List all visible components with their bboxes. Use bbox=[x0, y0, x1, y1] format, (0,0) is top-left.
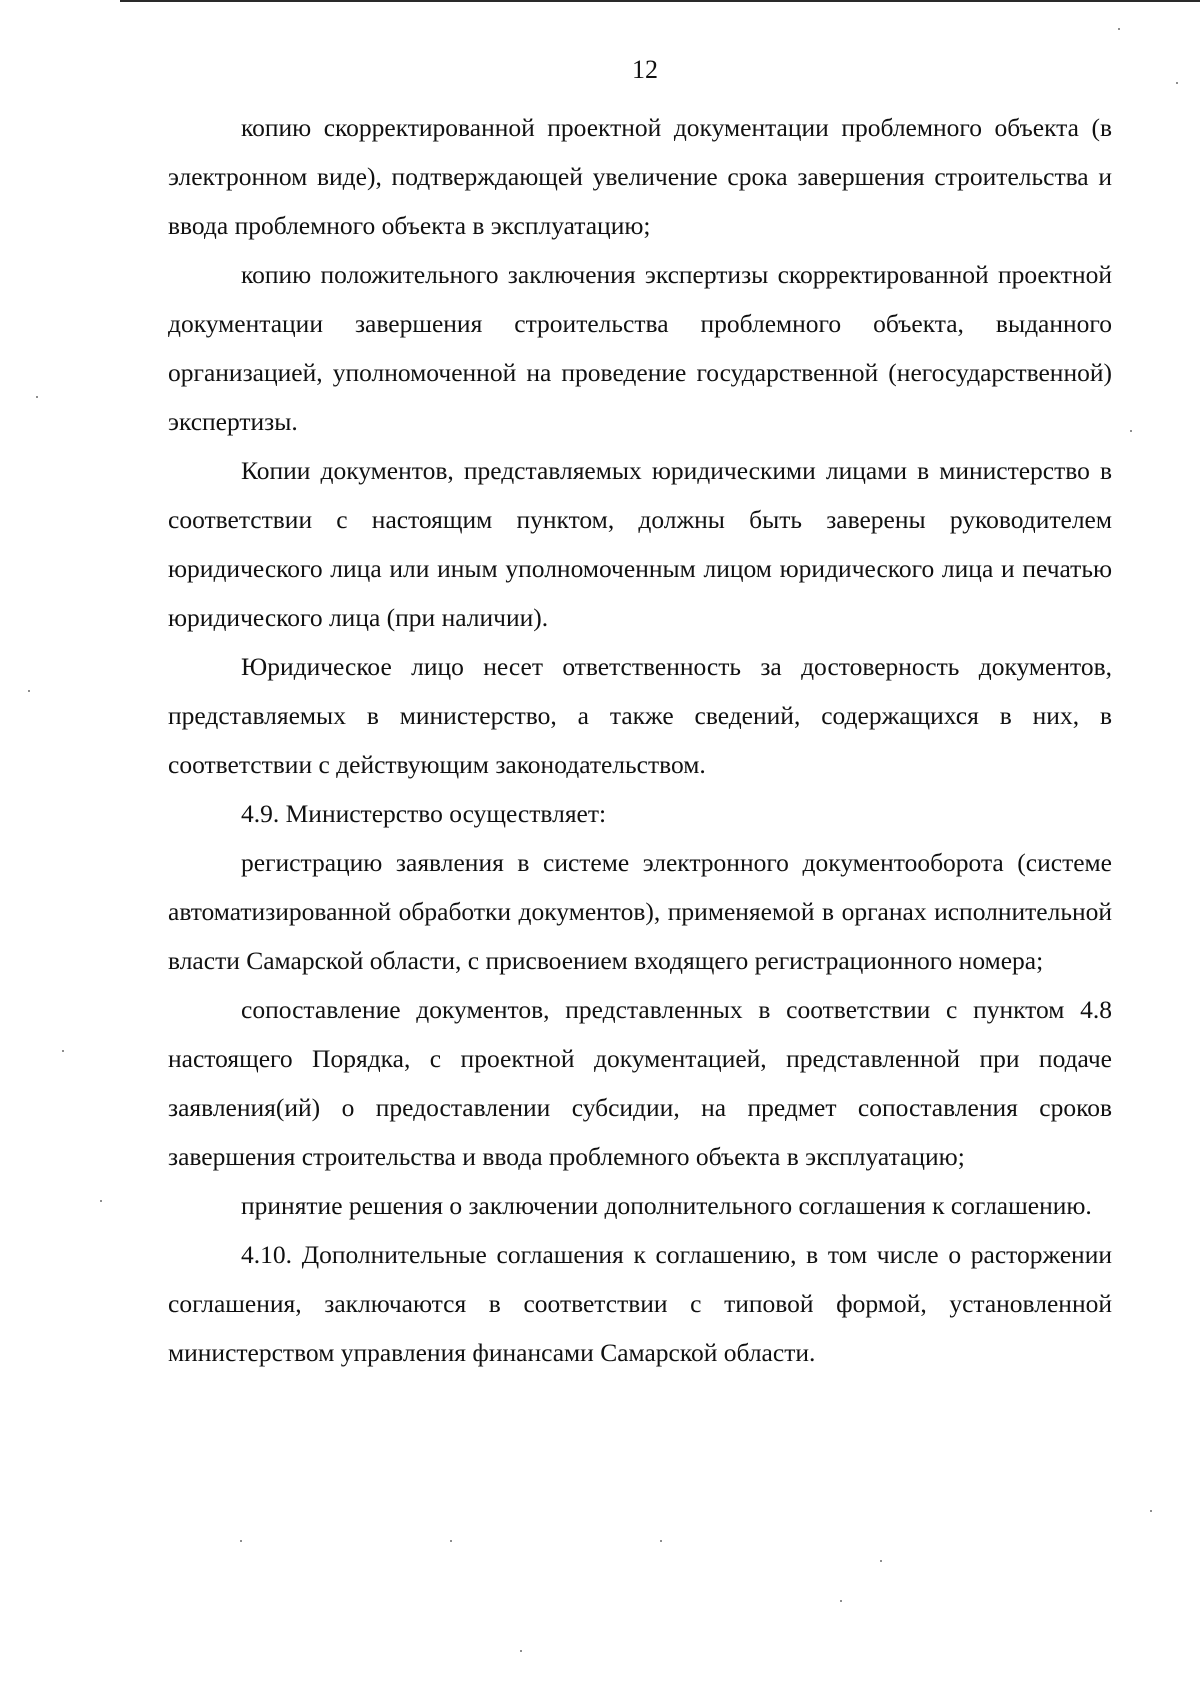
scan-speck bbox=[100, 1200, 102, 1202]
paragraph-registration: регистрацию заявления в системе электронного документооборота (системе автоматизированной обработки документов), применяемой в органах исполнительной власти Самарской области, с присвоением входящего регистрационного номера; bbox=[168, 848, 1112, 975]
clause-4-9-heading: 4.9. Министерство осуществляет: bbox=[241, 799, 607, 828]
paragraph-comparison: сопоставление документов, представленных в соответствии с пунктом 4.8 настоящего Порядка, с проектной документацией, представленной при подаче заявления(ий) о предоставлении субсидии, на предмет сопоставления сроков завершения строительства и ввода проблемного объекта в эксплуатацию; bbox=[168, 995, 1112, 1171]
paragraph-responsibility: Юридическое лицо несет ответственность за достоверность документов, представляемых в министерство, а также сведений, содержащихся в них, в соответствии с действующим законодательством. bbox=[168, 652, 1112, 779]
scan-speck bbox=[28, 690, 30, 692]
scan-speck bbox=[240, 1540, 242, 1542]
scan-speck bbox=[1118, 28, 1120, 30]
paragraph-expertise-conclusion: копию положительного заключения экспертизы скорректированной проектной документации завершения строительства проблемного объекта, выданного организацией, уполномоченной на проведение государственной (негосударственной) экспертизы. bbox=[168, 260, 1112, 436]
scan-speck bbox=[36, 396, 38, 398]
scan-speck bbox=[450, 1540, 452, 1542]
scan-edge bbox=[120, 0, 1200, 2]
scan-speck bbox=[520, 1650, 522, 1652]
clause-4-10: 4.10. Дополнительные соглашения к соглашению, в том числе о расторжении соглашения, заключаются в соответствии с типовой формой, установленной министерством управления финансами Самарской области. bbox=[168, 1240, 1112, 1367]
scan-speck bbox=[840, 1600, 842, 1602]
scan-speck bbox=[1176, 82, 1178, 84]
paragraph-corrected-docs: копию скорректированной проектной документации проблемного объекта (в электронном виде), подтверждающей увеличение срока завершения строительства и ввода проблемного объекта в эксплуатацию; bbox=[168, 113, 1112, 240]
scan-speck bbox=[880, 1560, 882, 1562]
page-number: 12 bbox=[632, 55, 658, 84]
scan-speck bbox=[1150, 1510, 1152, 1512]
document-body bbox=[168, 103, 1112, 1377]
paragraph-decision: принятие решения о заключении дополнительного соглашения к соглашению. bbox=[241, 1191, 1092, 1220]
paragraph-document-copies: Копии документов, представляемых юридическими лицами в министерство в соответствии с настоящим пунктом, должны быть заверены руководителем юридического лица или иным уполномоченным лицом юридического лица и печатью юридического лица (при наличии). bbox=[168, 456, 1112, 632]
scan-speck bbox=[660, 1540, 662, 1542]
scan-speck bbox=[62, 1050, 64, 1052]
scan-speck bbox=[1130, 430, 1132, 432]
